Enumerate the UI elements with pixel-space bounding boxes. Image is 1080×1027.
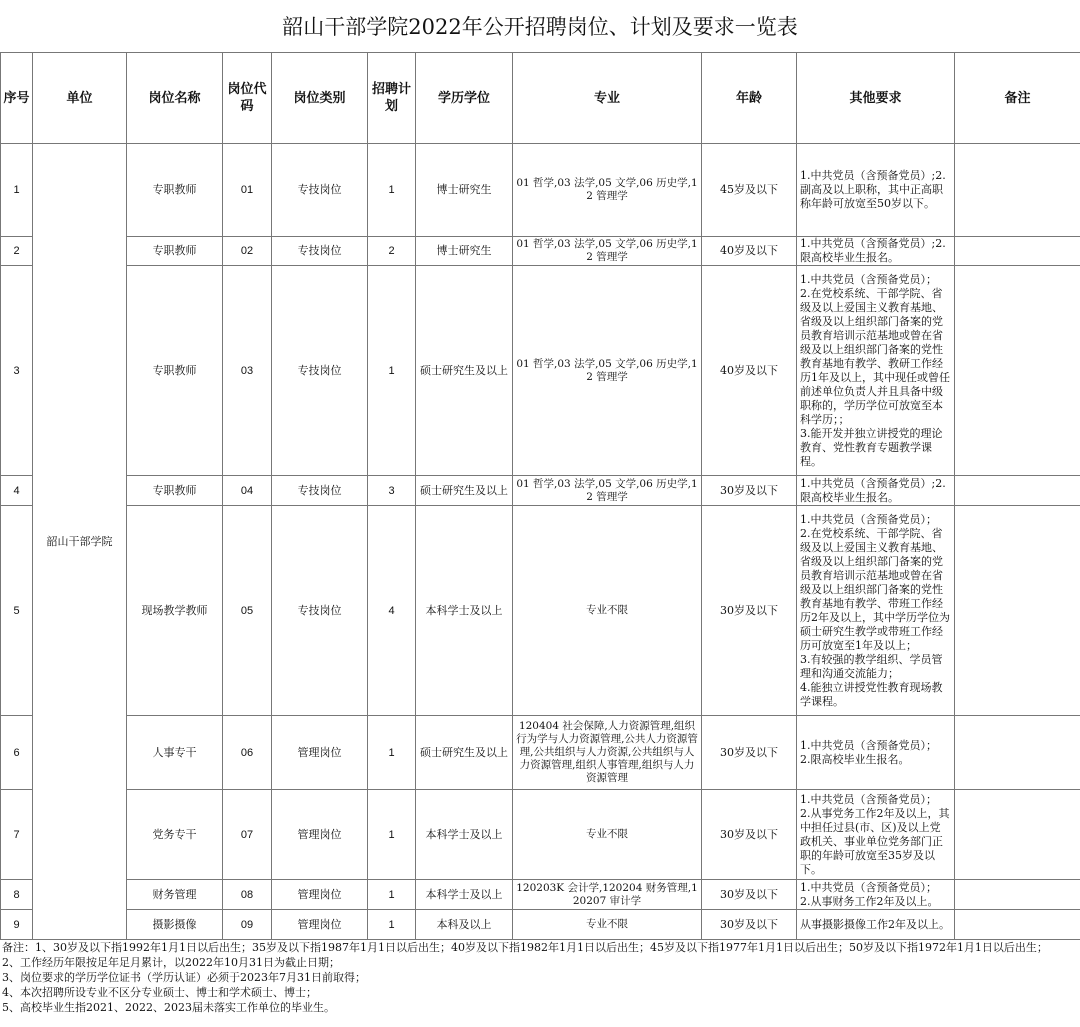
cell-post-code: 05 [223,506,272,716]
cell-unit: 韶山干部学院 [33,144,127,940]
recruitment-table [0,52,1080,940]
cell-plan: 3 [368,476,416,506]
cell-post-type: 专技岗位 [272,266,368,476]
cell-education: 本科学士及以上 [416,880,513,910]
cell-plan: 1 [368,910,416,940]
cell-remark [955,790,1080,880]
footnote-line: 备注：1、30岁及以下指1992年1月1日以后出生；35岁及以下指1987年1月1日以后出生；40岁及以下指1982年1月1日以后出生；45岁及以下指1977年1月1日以后出生；50岁及以下指1972年1月1日以后出生； [2,941,1048,954]
requirement-line: 从事摄影摄像工作2年及以上。 [800,917,950,931]
cell-post-type: 专技岗位 [272,237,368,266]
table-row [1,910,1080,940]
cell-post-name: 现场教学教师 [127,506,223,716]
cell-post-name: 摄影摄像 [127,910,223,940]
table-row [1,144,1080,237]
cell-other-requirements [797,476,955,506]
cell-post-code: 03 [223,266,272,476]
cell-remark [955,266,1080,476]
header-unit: 单位 [33,53,127,144]
requirement-line: 1.中共党员（含预备党员）； [800,792,937,806]
cell-seq: 7 [1,790,33,880]
cell-post-name: 财务管理 [127,880,223,910]
requirement-line: 1.中共党员（含预备党员）;2.限高校毕业生报名。 [800,476,946,504]
cell-education: 硕士研究生及以上 [416,266,513,476]
requirement-line: 1.中共党员（含预备党员）;2.限高校毕业生报名。 [800,237,946,264]
cell-remark [955,880,1080,910]
cell-age: 40岁及以下 [702,266,797,476]
cell-post-code: 02 [223,237,272,266]
cell-post-type: 管理岗位 [272,910,368,940]
cell-plan: 4 [368,506,416,716]
cell-education: 硕士研究生及以上 [416,476,513,506]
cell-post-code: 04 [223,476,272,506]
cell-major: 01 哲学,03 法学,05 文学,06 历史学,12 管理学 [513,237,702,266]
cell-post-name: 专职教师 [127,266,223,476]
cell-plan: 2 [368,237,416,266]
requirement-line: 1.中共党员（含预备党员）； [800,738,937,752]
cell-age: 30岁及以下 [702,506,797,716]
footnote-line: 4、本次招聘所设专业不区分专业硕士、博士和学术硕士、博士； [2,986,317,999]
cell-other-requirements [797,716,955,790]
cell-post-type: 专技岗位 [272,144,368,237]
table-row [1,716,1080,790]
header-post-type: 岗位类别 [272,53,368,144]
header-other: 其他要求 [797,53,955,144]
header-row [1,53,1080,144]
cell-plan: 1 [368,790,416,880]
requirement-line: 3.有较强的教学组织、学员管理和沟通交流能力； [800,652,943,680]
requirement-line: 2.从事财务工作2年及以上。 [800,894,939,908]
cell-other-requirements [797,144,955,237]
cell-other-requirements [797,266,955,476]
cell-remark [955,476,1080,506]
cell-major: 专业不限 [513,790,702,880]
header-plan: 招聘计划 [368,53,416,144]
cell-major: 120203K 会计学,120204 财务管理,120207 审计学 [513,880,702,910]
table-row [1,880,1080,910]
header-education: 学历学位 [416,53,513,144]
requirement-line: 1.中共党员（含预备党员）； [800,272,937,286]
requirement-line: 1.中共党员（含预备党员）； [800,512,937,526]
cell-major: 120404 社会保障,人力资源管理,组织行为学与人力资源管理,公共人力资源管理,公共组织与人力资源,公共组织与人力资源管理,组织人事管理,组织与人力资源管理 [513,716,702,790]
cell-seq: 3 [1,266,33,476]
cell-other-requirements [797,880,955,910]
cell-major: 专业不限 [513,506,702,716]
cell-major: 01 哲学,03 法学,05 文学,06 历史学,12 管理学 [513,266,702,476]
cell-seq: 4 [1,476,33,506]
cell-post-type: 管理岗位 [272,716,368,790]
cell-remark [955,716,1080,790]
header-age: 年龄 [702,53,797,144]
cell-post-type: 专技岗位 [272,506,368,716]
header-remark: 备注 [955,53,1080,144]
page-title: 韶山干部学院2022年公开招聘岗位、计划及要求一览表 [0,0,1080,53]
cell-education: 博士研究生 [416,144,513,237]
cell-major: 01 哲学,03 法学,05 文学,06 历史学,12 管理学 [513,476,702,506]
table-row [1,237,1080,266]
cell-other-requirements [797,506,955,716]
requirement-line: 1.中共党员（含预备党员）;2.副高及以上职称，其中正高职称年龄可放宽至50岁以下。 [800,169,946,210]
header-post-code: 岗位代码 [223,53,272,144]
cell-remark [955,237,1080,266]
requirement-line: 3.能开发并独立讲授党的理论教育、党性教育专题教学课程。 [800,426,943,468]
footnotes [2,940,1078,1015]
cell-education: 硕士研究生及以上 [416,716,513,790]
cell-education: 博士研究生 [416,237,513,266]
cell-post-code: 06 [223,716,272,790]
cell-education: 本科及以上 [416,910,513,940]
cell-post-code: 07 [223,790,272,880]
cell-seq: 1 [1,144,33,237]
cell-age: 30岁及以下 [702,716,797,790]
cell-post-name: 人事专干 [127,716,223,790]
cell-post-type: 管理岗位 [272,790,368,880]
cell-education: 本科学士及以上 [416,506,513,716]
cell-seq: 6 [1,716,33,790]
cell-post-name: 专职教师 [127,476,223,506]
cell-age: 40岁及以下 [702,237,797,266]
cell-age: 30岁及以下 [702,476,797,506]
cell-plan: 1 [368,880,416,910]
cell-remark [955,144,1080,237]
table-row [1,266,1080,476]
header-post-name: 岗位名称 [127,53,223,144]
cell-age: 30岁及以下 [702,910,797,940]
cell-post-name: 专职教师 [127,144,223,237]
requirement-line: 4.能独立讲授党性教育现场教学课程。 [800,680,943,708]
cell-age: 30岁及以下 [702,790,797,880]
cell-remark [955,910,1080,940]
requirement-line: 1.中共党员（含预备党员）； [800,880,937,894]
table-row [1,506,1080,716]
cell-major: 专业不限 [513,910,702,940]
cell-plan: 1 [368,716,416,790]
cell-other-requirements [797,790,955,880]
cell-seq: 2 [1,237,33,266]
table-row [1,476,1080,506]
cell-post-name: 专职教师 [127,237,223,266]
cell-post-code: 08 [223,880,272,910]
cell-remark [955,506,1080,716]
cell-post-code: 01 [223,144,272,237]
cell-seq: 8 [1,880,33,910]
requirement-line: 2.从事党务工作2年及以上，其中担任过县(市、区)及以上党政机关、事业单位党务部门正职的年龄可放宽至35岁及以下。 [800,806,950,876]
cell-post-code: 09 [223,910,272,940]
cell-other-requirements [797,237,955,266]
cell-plan: 1 [368,266,416,476]
cell-other-requirements [797,910,955,940]
footnote-line: 3、岗位要求的学历学位证书（学历认证）必须于2023年7月31日前取得； [2,971,366,984]
cell-post-type: 专技岗位 [272,476,368,506]
header-seq: 序号 [1,53,33,144]
requirement-line: 2.限高校毕业生报名。 [800,752,910,766]
cell-seq: 9 [1,910,33,940]
requirement-line: 2.在党校系统、干部学院、省级及以上爱国主义教育基地、省级及以上组织部门备案的党员教育培训示范基地或曾在省级及以上组织部门备案的党性教育基地有教学、教研工作经历1年及以上，其中现任或曾任前述单位负责人并且具备中级职称的，学历学位可放宽至本科学历；； [800,286,950,426]
footnote-line: 2、工作经历年限按足年足月累计，以2022年10月31日为截止日期； [2,956,340,969]
cell-age: 45岁及以下 [702,144,797,237]
cell-seq: 5 [1,506,33,716]
cell-education: 本科学士及以上 [416,790,513,880]
cell-post-type: 管理岗位 [272,880,368,910]
table-row [1,790,1080,880]
footnote-line: 5、高校毕业生指2021、2022、2023届未落实工作单位的毕业生。 [2,1001,335,1014]
header-major: 专业 [513,53,702,144]
cell-age: 30岁及以下 [702,880,797,910]
cell-post-name: 党务专干 [127,790,223,880]
cell-plan: 1 [368,144,416,237]
requirement-line: 2.在党校系统、干部学院、省级及以上爱国主义教育基地、省级及以上组织部门备案的党员教育培训示范基地或曾在省级及以上组织部门备案的党性教育基地有教学、带班工作经历2年及以上，其中学历学位为硕士研究生教学或带班工作经历可放宽至1年及以上； [800,526,950,652]
cell-major: 01 哲学,03 法学,05 文学,06 历史学,12 管理学 [513,144,702,237]
